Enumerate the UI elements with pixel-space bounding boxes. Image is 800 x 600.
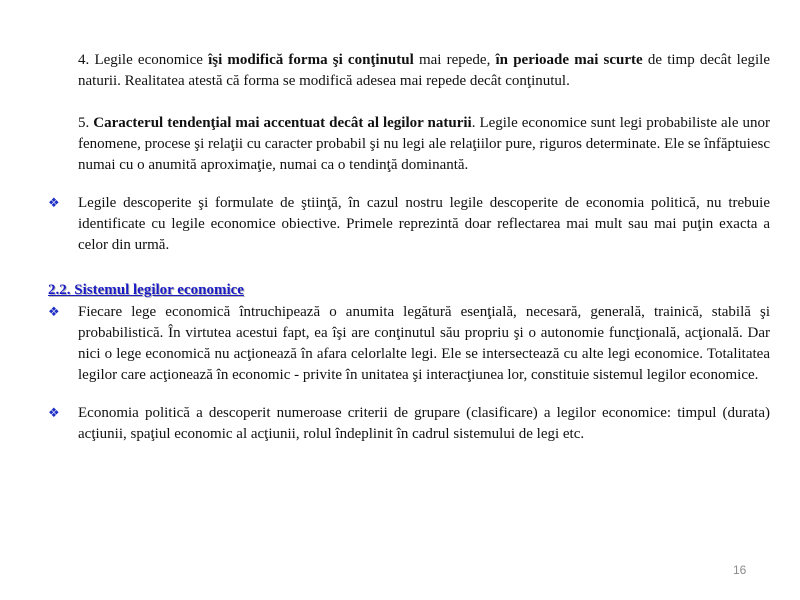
bold-segment: Caracterul tendenţial mai accentuat decât al legilor naturii bbox=[93, 115, 472, 131]
paragraph-point-4 bbox=[78, 50, 770, 92]
bold-segment: îşi modifică forma şi conţinutul bbox=[208, 52, 414, 68]
text-segment: de timp decât legile naturii. Realitatea atestă că forma se modifică adesea mai repede decât conţinutul. bbox=[78, 52, 771, 89]
bullet-diamond-icon: ❖ bbox=[48, 406, 60, 421]
page-number: 16 bbox=[733, 563, 747, 577]
point-number: 4. bbox=[78, 52, 95, 68]
bullet-diamond-icon: ❖ bbox=[48, 196, 60, 211]
bold-segment: în perioade mai scurte bbox=[495, 52, 643, 68]
section-heading: 2.2. Sistemul legilor economice bbox=[48, 282, 244, 298]
text-segment: mai repede, bbox=[413, 52, 496, 68]
bullet-diamond-icon: ❖ bbox=[48, 305, 60, 320]
bullet-text: Legile descoperite şi formulate de ştiinţă, în cazul nostru legile descoperite de economia politică, nu trebuie identificate cu legile economice obiective. Primele reprezintă doar reflectarea mai mult sau mai puţin exacta a celor din urmă. bbox=[78, 195, 770, 253]
bullet-text: Fiecare lege economică întruchipează o anumita legătură esenţială, necesară, generală, trainică, stabilă şi probabilistică. În virtutea acestui fapt, ea îşi are conţinutul său propriu şi o autonomie funcţională, acţională. Dar nici o lege economică nu acţionează în afara celorlalte legi. Ele se intersectează cu alte legi economice. Totalitatea legilor care acţionează în economic - privite în unitatea şi interacţiunea lor, constituie sistemul legilor economice. bbox=[78, 304, 770, 383]
bullet-text: Economia politică a descoperit numeroase criterii de grupare (clasificare) a legilor economice: timpul (durata) acţiunii, spaţiul economic al acţiunii, rolul îndeplinit în cadrul sistemului de legi etc. bbox=[78, 405, 770, 442]
paragraph-point-5 bbox=[78, 113, 770, 176]
text-segment: Legile economice bbox=[94, 52, 209, 68]
text-segment: . Legile economice sunt legi probabiliste ale unor fenomene, procese şi relaţii cu caracter probabil şi nu legi ale relaţiilor pure, riguros determinate. Ele se înfăptuiesc numai cu o anumită aproximaţie, numai ca o tendinţă dominantă. bbox=[78, 115, 770, 173]
point-number: 5. bbox=[78, 115, 94, 131]
